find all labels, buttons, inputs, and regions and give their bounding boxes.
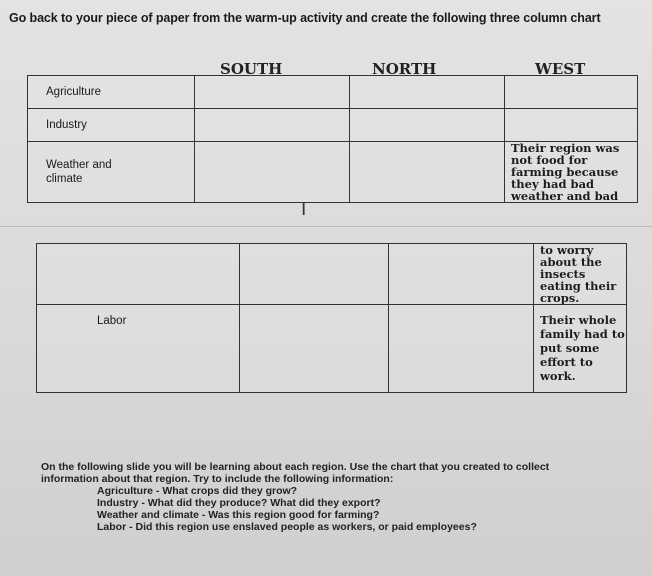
list-item: Labor - Did this region use enslaved people as workers, or paid employees? <box>97 521 477 533</box>
cell-weather-south[interactable] <box>195 142 350 203</box>
table-row <box>28 142 638 203</box>
list-item: Agriculture - What crops did they grow? <box>97 485 298 497</box>
text-cursor-icon: I <box>301 199 307 220</box>
column-header-south: SOUTH <box>220 60 283 78</box>
cell-industry-south[interactable] <box>195 109 350 142</box>
region-chart-top <box>27 75 638 203</box>
cell-labor-south[interactable] <box>240 305 389 393</box>
table-row <box>37 305 627 393</box>
cell-weather-north[interactable] <box>350 142 505 203</box>
list-item: Weather and climate - Was this region good for farming? <box>97 509 380 521</box>
cell-labor-west[interactable]: Their whole family had to put some effort to work. <box>534 305 627 393</box>
instructions-list <box>41 485 601 533</box>
cell-agriculture-west[interactable] <box>505 76 638 109</box>
cell-agriculture-south[interactable] <box>195 76 350 109</box>
row-label-weather-climate: Weather and climate <box>28 142 195 203</box>
list-item: Industry - What did they produce? What did they export? <box>97 497 381 509</box>
row-label-industry: Industry <box>28 109 195 142</box>
cell-agriculture-north[interactable] <box>350 76 505 109</box>
row-label-agriculture: Agriculture <box>28 76 195 109</box>
column-header-west: WEST <box>535 60 586 78</box>
row-label-blank <box>37 244 240 305</box>
instructions-block <box>41 461 601 533</box>
column-header-north: NORTH <box>372 60 437 78</box>
table-row <box>28 76 638 109</box>
cell-blank-south[interactable] <box>240 244 389 305</box>
cell-blank-north[interactable] <box>389 244 534 305</box>
cell-weather-west[interactable]: Their region was not food for farming because they had bad weather and bad <box>505 142 638 203</box>
page-title: Go back to your piece of paper from the warm-up activity and create the following three column chart <box>9 11 601 25</box>
row-label-labor: Labor <box>37 305 240 393</box>
region-chart-bottom <box>36 243 627 393</box>
instructions-line: information about that region. Try to include the following information: <box>41 473 394 485</box>
divider <box>0 226 652 227</box>
cell-industry-north[interactable] <box>350 109 505 142</box>
table-row <box>37 244 627 305</box>
cell-industry-west[interactable] <box>505 109 638 142</box>
table-row <box>28 109 638 142</box>
cell-labor-north[interactable] <box>389 305 534 393</box>
cell-blank-west[interactable]: to worry about the insects eating their crops. <box>534 244 627 305</box>
instructions-line: On the following slide you will be learning about each region. Use the chart that you created to collect <box>41 461 550 473</box>
